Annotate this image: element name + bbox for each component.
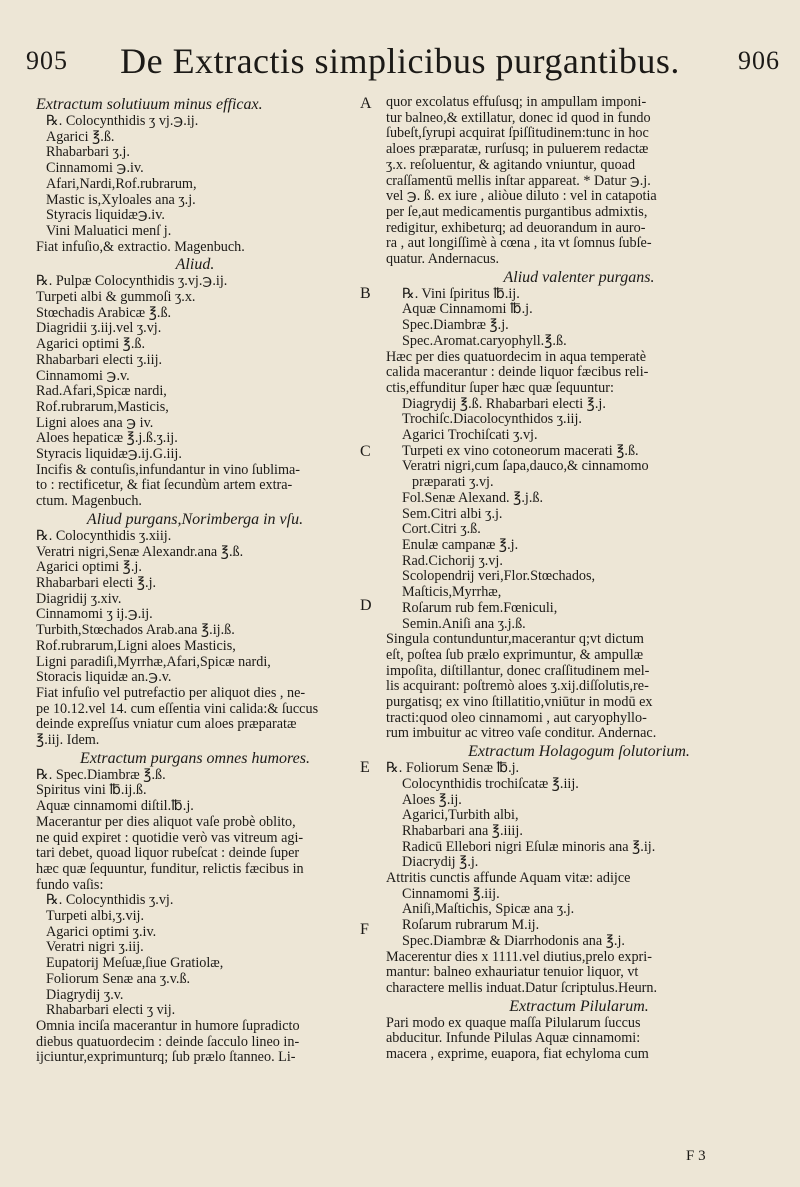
- text-line: Turpeti albi & gummoſi ʒ.x.: [36, 290, 196, 306]
- text-line: Semin.Aniſi ana ʒ.j.ß.: [402, 616, 526, 632]
- text-line: ℞. Pulpæ Colocynthidis ʒ.vj.℈.ij.: [36, 274, 228, 290]
- text-line: Agarici Trochiſcati ʒ.vj.: [402, 428, 538, 444]
- text-line: Agarici optimi ʒ.iv.: [46, 924, 157, 940]
- text-line: Agarici ℥.ß.: [46, 129, 115, 145]
- text-line: Styracis liquidæ℈.ij.G.iij.: [36, 447, 182, 463]
- text-line: per ſe,aut medicamentis purgantibus admixtis,: [386, 204, 648, 220]
- text-line: ℞. Colocynthidis ʒ.xiij.: [36, 528, 172, 544]
- text-line: charactere mellis induat.Datur ſcriptulus.Heurn.: [386, 980, 658, 996]
- text-line: Rhabarbari electi ʒ vij.: [46, 1003, 176, 1019]
- text-line: ℥.iij. Idem.: [36, 733, 100, 749]
- margin-letters: [356, 95, 384, 1155]
- text-line: tari debet, quoad liquor rubeſcat : deinde ſuper: [36, 846, 300, 862]
- text-line: fundo vaſis:: [36, 877, 104, 893]
- text-line: aloes præparatæ, rurſusq; in puluerem redactæ: [386, 142, 649, 158]
- text-line: Pari modo ex quaque maſſa Pilularum ſuccus: [386, 1015, 641, 1031]
- text-line: craſſamentū mellis inſtar appareat. * Datur ℈.j.: [386, 173, 651, 189]
- text-line: macera , exprime, euapora, fiat echyloma cum: [386, 1047, 649, 1063]
- text-line: ra , aut longiſſimè à cœna , ita vt ſomnus ſubſe-: [386, 236, 652, 252]
- text-line: ctum. Magenbuch.: [36, 494, 142, 510]
- text-line: Roſarum rubrarum M.ij.: [402, 918, 540, 934]
- section-heading: Extractum Holagogum ſolutorium.: [468, 743, 690, 761]
- text-line: Spec.Aromat.caryophyll.℥.ß.: [402, 333, 567, 349]
- text-line: to : rectificetur, & fiat ſecundùm artem extra-: [36, 478, 293, 494]
- margin-letter: E: [360, 759, 370, 776]
- text-line: Rof.rubrarum,Masticis,: [36, 399, 169, 415]
- text-line: Fol.Senæ Alexand. ℥.j.ß.: [402, 490, 544, 506]
- text-line: Veratri nigri,Senæ Alexandr.ana ℥.ß.: [36, 544, 244, 560]
- text-line: calida macerantur : deinde liquor fæcibus reli-: [386, 365, 649, 381]
- text-line: abducitur. Infunde Pilulas Aquæ cinnamomi:: [386, 1031, 641, 1047]
- text-line: Diagridii ʒ.iij.vel ʒ.vj.: [36, 321, 162, 337]
- text-line: Rhabarbari ʒ.j.: [46, 145, 130, 161]
- text-line: lis acquirant: poſtremò aloes ʒ.xij.diſſolutis,re-: [386, 679, 649, 695]
- text-line: ſubeſt,ſyrupi acquirat ſpiſſitudinem:tunc in hoc: [386, 126, 649, 142]
- page-number-left: 905: [26, 46, 68, 75]
- text-line: Fiat infuſio vel putrefactio per aliquot dies , ne-: [36, 685, 306, 701]
- text-line: Cinnamomi ʒ ij.℈.ij.: [36, 607, 153, 623]
- text-line: Scolopendrij veri,Flor.Stœchados,: [402, 569, 596, 585]
- text-line: Fiat infuſio,& extractio. Magenbuch.: [36, 239, 245, 255]
- text-line: Storacis liquidæ an.℈.v.: [36, 670, 172, 686]
- text-line: Cinnamomi ℥.iij.: [402, 886, 500, 902]
- text-line: pe 10.12.vel 14. cum eſſentia vini calida:& ſuccus: [36, 701, 319, 717]
- section-heading: Extractum solutiuum minus efficax.: [36, 96, 263, 113]
- text-line: Styracis liquidæ℈.iv.: [46, 208, 165, 224]
- text-line: Diagrydij ℥.ß. Rhabarbari electi ℥.j.: [402, 396, 606, 412]
- text-line: deinde expreſſus vniatur cum aloes præparatæ: [36, 717, 297, 733]
- text-line: ℞. Vini ſpiritus ℔.ij.: [402, 286, 520, 302]
- text-line: Rof.rubrarum,Ligni aloes Masticis,: [36, 638, 236, 654]
- text-line: Turpeti ex vino cotoneorum macerati ℥.ß.: [402, 443, 639, 459]
- signature-mark: F 3: [686, 1148, 706, 1164]
- text-line: præparati ʒ.vj.: [412, 475, 494, 491]
- text-line: hæc quæ ſequuntur, funditur, relictis fæcibus in: [36, 861, 304, 877]
- section-heading: Aliud valenter purgans.: [503, 268, 655, 286]
- text-line: Ligni paradiſi,Myrrhæ,Afari,Spicæ nardi,: [36, 654, 271, 670]
- section-heading: Extractum purgans omnes humores.: [80, 749, 310, 767]
- text-line: Rhabarbari electi ʒ.iij.: [36, 352, 163, 368]
- text-line: impoſita, diſtillantur, donec craſſitudinem mel-: [386, 663, 650, 679]
- text-line: Sem.Citri albi ʒ.j.: [402, 506, 503, 522]
- text-line: Eupatorij Meſuæ,ſiue Gratiolæ,: [46, 956, 224, 972]
- text-line: purgatisq; ex vino ſtillatitio,vniūtur in modū ex: [386, 695, 653, 711]
- text-line: Aloes ℥.ij.: [402, 792, 462, 808]
- margin-letter: A: [360, 95, 372, 112]
- text-line: Singula contunduntur,macerantur q;vt dictum: [386, 632, 644, 648]
- right-column: [386, 95, 772, 1063]
- text-line: ʒ.x. reſoluentur, & agitando vniuntur, quoad: [386, 157, 636, 173]
- margin-letter: B: [360, 285, 371, 302]
- text-line: Cinnamomi ℈.v.: [36, 368, 130, 384]
- text-line: ctis,effunditur ſuper hæc quæ ſequuntur:: [386, 380, 614, 396]
- text-line: ijciuntur,exprimunturq; ſub prælo ſtanneo. Li-: [36, 1050, 296, 1066]
- text-line: Veratri nigri,cum ſapa,dauco,& cinnamomo: [402, 459, 649, 475]
- text-line: mantur: balneo exhauriatur tenuior liquor, vt: [386, 965, 639, 981]
- text-line: Aloes hepaticæ ℥.j.ß.ʒ.ij.: [36, 431, 178, 447]
- text-line: ℞. Foliorum Senæ ℔.j.: [386, 761, 520, 777]
- text-line: Maſticis,Myrrhæ,: [402, 585, 502, 601]
- section-heading: Extractum Pilularum.: [509, 997, 649, 1015]
- text-line: Rad.Afari,Spicæ nardi,: [36, 384, 167, 400]
- text-line: ℞. Colocynthidis ʒ vj.℈.ij.: [46, 114, 199, 129]
- text-line: ℞. Colocynthidis ʒ.vj.: [46, 893, 174, 909]
- text-line: eſt, poſtea ſub prælo exprimuntur, & ampullæ: [386, 647, 644, 663]
- text-line: Aquæ Cinnamomi ℔.j.: [402, 302, 533, 318]
- text-line: diebus quatuordecim : deinde ſacculo lineo in-: [36, 1034, 300, 1050]
- text-line: Macerentur dies x 1111.vel diutius,prelo expri-: [386, 949, 652, 965]
- text-line: Macerantur per dies aliquot vaſe probè oblito,: [36, 814, 296, 830]
- text-line: Colocynthidis trochiſcatæ ℥.iij.: [402, 776, 579, 792]
- text-line: Spec.Diambræ & Diarrhodonis ana ℥.j.: [402, 933, 625, 949]
- text-line: tracti:quod oleo cinnamomi , aut caryophyllo-: [386, 710, 647, 726]
- text-line: Cinnamomi ℈.iv.: [46, 161, 144, 177]
- margin-letter: F: [360, 921, 369, 938]
- margin-letter: D: [360, 597, 372, 614]
- text-line: Radicū Ellebori nigri Eſulæ minoris ana ℥.ij.: [402, 839, 656, 855]
- text-line: Rad.Cichorij ʒ.vj.: [402, 553, 503, 569]
- text-line: Hæc per dies quatuordecim in aqua temperatè: [386, 349, 647, 365]
- text-line: Mastic is,Xyloales ana ʒ.j.: [46, 192, 196, 208]
- section-heading: Aliud.: [175, 256, 215, 274]
- section-heading: Aliud purgans,Norimberga in vſu.: [86, 510, 304, 528]
- text-line: Rhabarbari ana ℥.iiij.: [402, 823, 523, 839]
- text-line: Incifis & contuſis,infundantur in vino ſublima-: [36, 462, 301, 478]
- text-line: Veratri nigri ʒ.iij.: [46, 940, 144, 956]
- text-line: Vini Maluatici menſ j.: [46, 223, 172, 239]
- text-line: Trochiſc.Diacolocynthidos ʒ.iij.: [402, 412, 582, 428]
- text-line: quatur. Andernacus.: [386, 252, 500, 268]
- text-line: redigitur, exhibeturq; ad deuorandum in auro-: [386, 220, 646, 236]
- text-line: quor excolatus effuſusq; in ampullam imponi-: [386, 95, 647, 110]
- text-line: Attritis cunctis affunde Aquam vitæ: adijce: [386, 871, 631, 887]
- text-line: Stœchadis Arabicæ ℥.ß.: [36, 305, 172, 321]
- text-line: Afari,Nardi,Rof.rubrarum,: [46, 176, 197, 192]
- text-line: tur balneo,& extillatur, donec id quod in fundo: [386, 110, 651, 126]
- page-title: De Extractis simplicibus purgantibus.: [120, 41, 680, 81]
- text-line: ne quid expiret : quotidie verò vas vitreum agi-: [36, 830, 304, 846]
- text-line: Spec.Diambræ ℥.j.: [402, 318, 509, 334]
- text-line: Turbith,Stœchados Arab.ana ℥.ij.ß.: [36, 623, 235, 639]
- text-line: vel ℈. ß. ex iure , aliòue diluto : vel in catapotia: [386, 189, 657, 205]
- running-header: [0, 40, 800, 92]
- text-line: Cort.Citri ʒ.ß.: [402, 522, 481, 538]
- left-column: [36, 95, 354, 1066]
- text-line: Turpeti albi,ʒ.vij.: [46, 909, 144, 925]
- page-number-right: 906: [738, 46, 780, 75]
- text-line: Aniſi,Maſtichis, Spicæ ana ʒ.j.: [402, 902, 575, 918]
- text-line: ℞. Spec.Diambræ ℥.ß.: [36, 767, 166, 783]
- text-line: Diagrydij ʒ.v.: [46, 987, 124, 1003]
- margin-letter: C: [360, 443, 371, 460]
- text-line: Diagridij ʒ.xiv.: [36, 591, 122, 607]
- text-line: Enulæ campanæ ℥.j.: [402, 537, 519, 553]
- text-line: Ligni aloes ana ℈ iv.: [36, 415, 154, 431]
- text-line: Diacrydij ℥.j.: [402, 855, 479, 871]
- text-line: Aquæ cinnamomi diſtil.℔.j.: [36, 799, 194, 815]
- text-line: Agarici,Turbith albi,: [402, 808, 519, 824]
- text-line: Roſarum rub fem.Fœniculi,: [402, 600, 558, 616]
- text-line: Omnia inciſa macerantur in humore ſupradicto: [36, 1018, 300, 1034]
- text-line: Rhabarbari electi ℥.j.: [36, 575, 157, 591]
- text-line: Foliorum Senæ ana ʒ.v.ß.: [46, 971, 191, 987]
- text-line: Agarici optimi ℥.j.: [36, 560, 142, 576]
- text-line: rum imbuitur ac vitreo vaſe conditur. Andernac.: [386, 726, 657, 742]
- text-line: Agarici optimi ℥.ß.: [36, 337, 146, 353]
- text-line: Spiritus vini ℔.ij.ß.: [36, 783, 147, 799]
